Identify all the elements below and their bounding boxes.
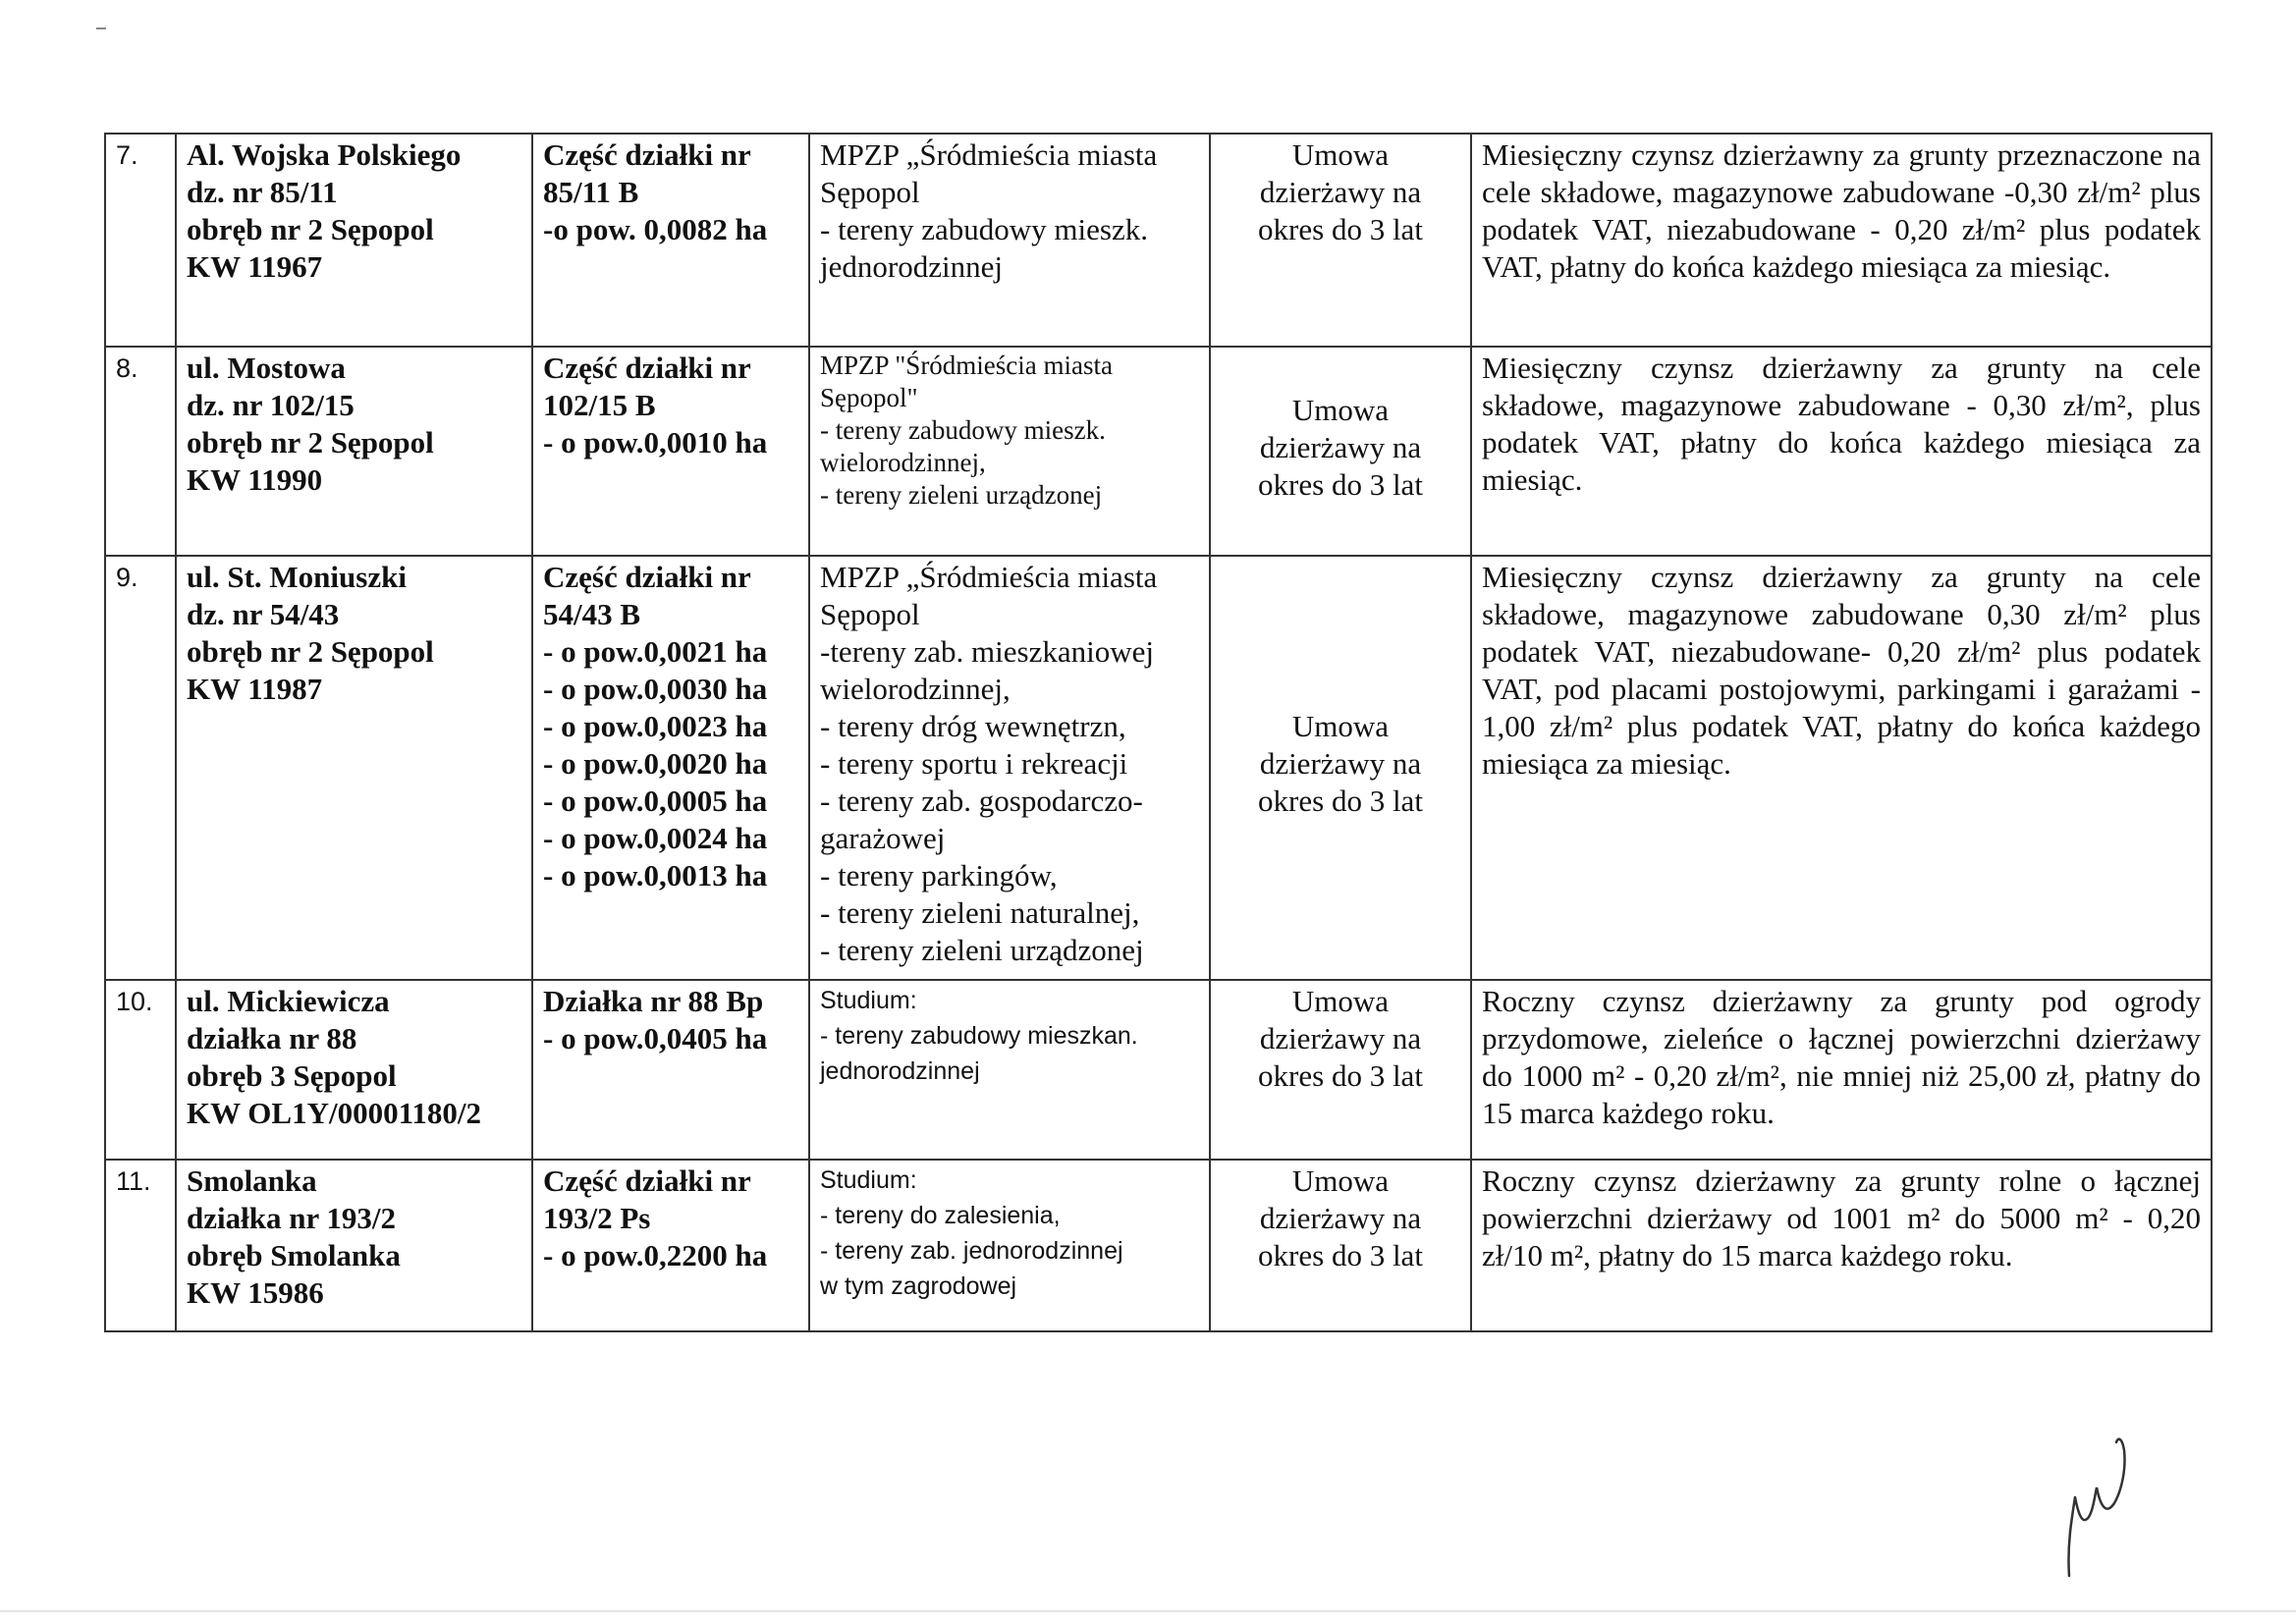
parcel-part-cell — [532, 1160, 809, 1331]
parcel-line: - o pow.0,0013 ha — [543, 858, 768, 893]
handwritten-signature — [2057, 1429, 2136, 1586]
table-row — [105, 980, 2212, 1160]
parcel-line: 193/2 Ps — [543, 1201, 651, 1235]
plan-line: - tereny zab. gospodarczo- — [820, 784, 1143, 818]
location-line: Al. Wojska Polskiego — [187, 137, 462, 172]
plan-line: - tereny do zalesienia, — [820, 1202, 1061, 1229]
parcel-line: - o pow.0,0023 ha — [543, 709, 768, 743]
location-cell — [176, 347, 532, 556]
parcel-line: - o pow.0,0021 ha — [543, 634, 768, 669]
row-number: 10. — [105, 980, 176, 1160]
location-line: KW 11987 — [187, 672, 323, 706]
contract-line: Umowa — [1291, 1163, 1390, 1198]
rent-cell — [1471, 556, 2212, 980]
rent-text: Miesięczny czynsz dzierżawny za grunty na cele składowe, magazynowe zabudowane 0,30 zł/m² plus podatek VAT, niezabudowane- 0,20 zł/m² plus podatek VAT, pod placami postojowymi, parkingami i garażami - 1,00 zł/m² plus podatek VAT, płatny do końca każdego miesiąca za miesiąc. — [1482, 560, 2201, 781]
plan-line: w tym zagrodowej — [820, 1272, 1017, 1300]
table-row — [105, 347, 2212, 556]
table-row — [105, 1160, 2212, 1331]
plan-line: - tereny zieleni urządzonej — [820, 933, 1144, 967]
plan-line: MPZP „Śródmieścia miasta — [820, 137, 1158, 172]
contract-cell — [1210, 1160, 1471, 1331]
plan-line: wielorodzinnej, — [820, 672, 1011, 706]
contract-line: Umowa — [1291, 984, 1390, 1018]
parcel-part-cell — [532, 980, 809, 1160]
row-number: 11. — [105, 1160, 176, 1331]
location-line: KW OL1Y/00001180/2 — [187, 1096, 481, 1130]
rent-text: Miesięczny czynsz dzierżawny za grunty przeznaczone na cele składowe, magazynowe zabudowane -0,30 zł/m² plus podatek VAT, niezabudowane - 0,20 zł/m² plus podatek VAT, płatny do końca każdego miesiąca za miesiąc. — [1482, 137, 2201, 284]
location-line: dz. nr 85/11 — [187, 175, 338, 209]
parcel-part-cell — [532, 134, 809, 347]
location-line: KW 11990 — [187, 462, 323, 497]
plan-line: - tereny dróg wewnętrzn, — [820, 709, 1126, 743]
location-line: obręb nr 2 Sępopol — [187, 634, 434, 669]
rent-cell — [1471, 347, 2212, 556]
rent-text: Roczny czynsz dzierżawny za grunty rolne o łącznej powierzchni dzierżawy od 1001 m² do 5000 m² - 0,20 zł/10 m², płatny do 15 marca każdego roku. — [1482, 1163, 2201, 1272]
scan-mark — [96, 27, 106, 29]
parcel-line: Część działki nr — [543, 137, 751, 172]
location-line: obręb 3 Sępopol — [187, 1058, 397, 1093]
location-cell — [176, 134, 532, 347]
parcel-line: Działka nr 88 Bp — [543, 984, 764, 1018]
contract-line: okres do 3 lat — [1258, 466, 1423, 502]
table-row — [105, 134, 2212, 347]
plan-line: - tereny parkingów, — [820, 858, 1058, 893]
rent-cell — [1471, 980, 2212, 1160]
parcel-line: - o pow.0,2200 ha — [543, 1238, 768, 1272]
location-line: obręb nr 2 Sępopol — [187, 425, 434, 460]
parcel-line: - o pow.0,0024 ha — [543, 821, 768, 855]
location-line: KW 11967 — [187, 249, 323, 284]
location-line: ul. Mickiewicza — [187, 984, 390, 1018]
plan-line: - tereny zieleni urządzonej — [820, 480, 1103, 510]
parcel-line: 54/43 B — [543, 597, 641, 631]
plan-line: -tereny zab. mieszkaniowej — [820, 634, 1154, 669]
location-line: Smolanka — [187, 1163, 317, 1198]
row-number: 8. — [105, 347, 176, 556]
contract-line: dzierżawy na — [1259, 429, 1422, 464]
parcel-line: - o pow.0,0405 ha — [543, 1021, 768, 1055]
page-bottom-edge — [0, 1610, 2296, 1612]
plan-line: - tereny zab. jednorodzinnej — [820, 1237, 1123, 1265]
plan-line: - tereny zabudowy mieszkan. — [820, 1022, 1138, 1050]
plan-line: Studium: — [820, 1166, 917, 1194]
rent-cell — [1471, 1160, 2212, 1331]
contract-line: Umowa — [1291, 392, 1390, 427]
contract-line: dzierżawy na — [1259, 746, 1422, 781]
plan-line: Sępopol — [820, 597, 920, 631]
parcel-line: - o pow.0,0020 ha — [543, 746, 768, 781]
rent-text: Roczny czynsz dzierżawny za grunty pod ogrody przydomowe, zieleńce o łącznej powierzchni dzierżawy do 1000 m² - 0,20 zł/m², nie mniej niż 25,00 zł, płatny do 15 marca każdego roku. — [1482, 984, 2201, 1130]
plan-line: - tereny zieleni naturalnej, — [820, 895, 1140, 930]
plan-line: garażowej — [820, 821, 946, 855]
contract-line: Umowa — [1291, 709, 1390, 743]
location-line: ul. Mostowa — [187, 351, 346, 385]
plan-line: MPZP "Śródmieścia miasta — [820, 351, 1114, 380]
rent-text: Miesięczny czynsz dzierżawny za grunty na cele składowe, magazynowe zabudowane - 0,30 zł/m², plus podatek VAT, płatny do końca każdego miesiąca za miesiąc. — [1482, 351, 2201, 497]
plan-line: - tereny zabudowy mieszk. — [820, 212, 1148, 246]
rent-cell — [1471, 134, 2212, 347]
contract-line: dzierżawy na — [1259, 1021, 1422, 1055]
location-line: ul. St. Moniuszki — [187, 560, 407, 594]
plan-line: - tereny zabudowy mieszk. — [820, 415, 1106, 445]
plan-line: jednorodzinnej — [820, 249, 1003, 284]
contract-line: okres do 3 lat — [1258, 1238, 1423, 1272]
row-number: 9. — [105, 556, 176, 980]
location-line: działka nr 193/2 — [187, 1201, 397, 1235]
contract-cell — [1210, 347, 1471, 556]
location-cell — [176, 556, 532, 980]
plan-line: Studium: — [820, 987, 917, 1014]
plan-line: - tereny sportu i rekreacji — [820, 746, 1128, 781]
plan-line: Sępopol — [820, 175, 920, 209]
contract-line: dzierżawy na — [1259, 175, 1422, 209]
parcel-line: 102/15 B — [543, 388, 656, 422]
location-cell — [176, 980, 532, 1160]
plan-line: Sępopol" — [820, 383, 918, 412]
plan-cell — [809, 347, 1210, 556]
plan-cell — [809, 556, 1210, 980]
plan-cell — [809, 1160, 1210, 1331]
parcel-line: Część działki nr — [543, 1163, 751, 1198]
parcel-line: Część działki nr — [543, 351, 751, 385]
location-line: dz. nr 54/43 — [187, 597, 340, 631]
parcel-line: 85/11 B — [543, 175, 639, 209]
location-line: dz. nr 102/15 — [187, 388, 355, 422]
contract-line: okres do 3 lat — [1258, 1058, 1423, 1093]
contract-line: okres do 3 lat — [1258, 784, 1423, 818]
row-number: 7. — [105, 134, 176, 347]
parcel-line: -o pow. 0,0082 ha — [543, 212, 768, 246]
contract-cell — [1210, 980, 1471, 1160]
parcel-part-cell — [532, 347, 809, 556]
contract-line: dzierżawy na — [1259, 1201, 1422, 1235]
contract-cell — [1210, 556, 1471, 980]
location-line: działka nr 88 — [187, 1021, 357, 1055]
parcel-line: Część działki nr — [543, 560, 751, 594]
plan-cell — [809, 134, 1210, 347]
parcel-line: - o pow.0,0010 ha — [543, 425, 768, 460]
plan-line: jednorodzinnej — [820, 1057, 980, 1085]
location-line: obręb nr 2 Sępopol — [187, 212, 434, 246]
contract-cell — [1210, 134, 1471, 347]
plan-line: MPZP „Śródmieścia miasta — [820, 560, 1158, 594]
plan-line: wielorodzinnej, — [820, 448, 986, 477]
parcel-part-cell — [532, 556, 809, 980]
plan-cell — [809, 980, 1210, 1160]
contract-line: Umowa — [1291, 137, 1390, 172]
location-line: KW 15986 — [187, 1275, 324, 1310]
location-cell — [176, 1160, 532, 1331]
contract-line: okres do 3 lat — [1258, 212, 1423, 246]
parcel-line: - o pow.0,0030 ha — [543, 672, 768, 706]
location-line: obręb Smolanka — [187, 1238, 401, 1272]
table-row — [105, 556, 2212, 980]
parcel-line: - o pow.0,0005 ha — [543, 784, 768, 818]
lease-table — [104, 133, 2213, 1332]
